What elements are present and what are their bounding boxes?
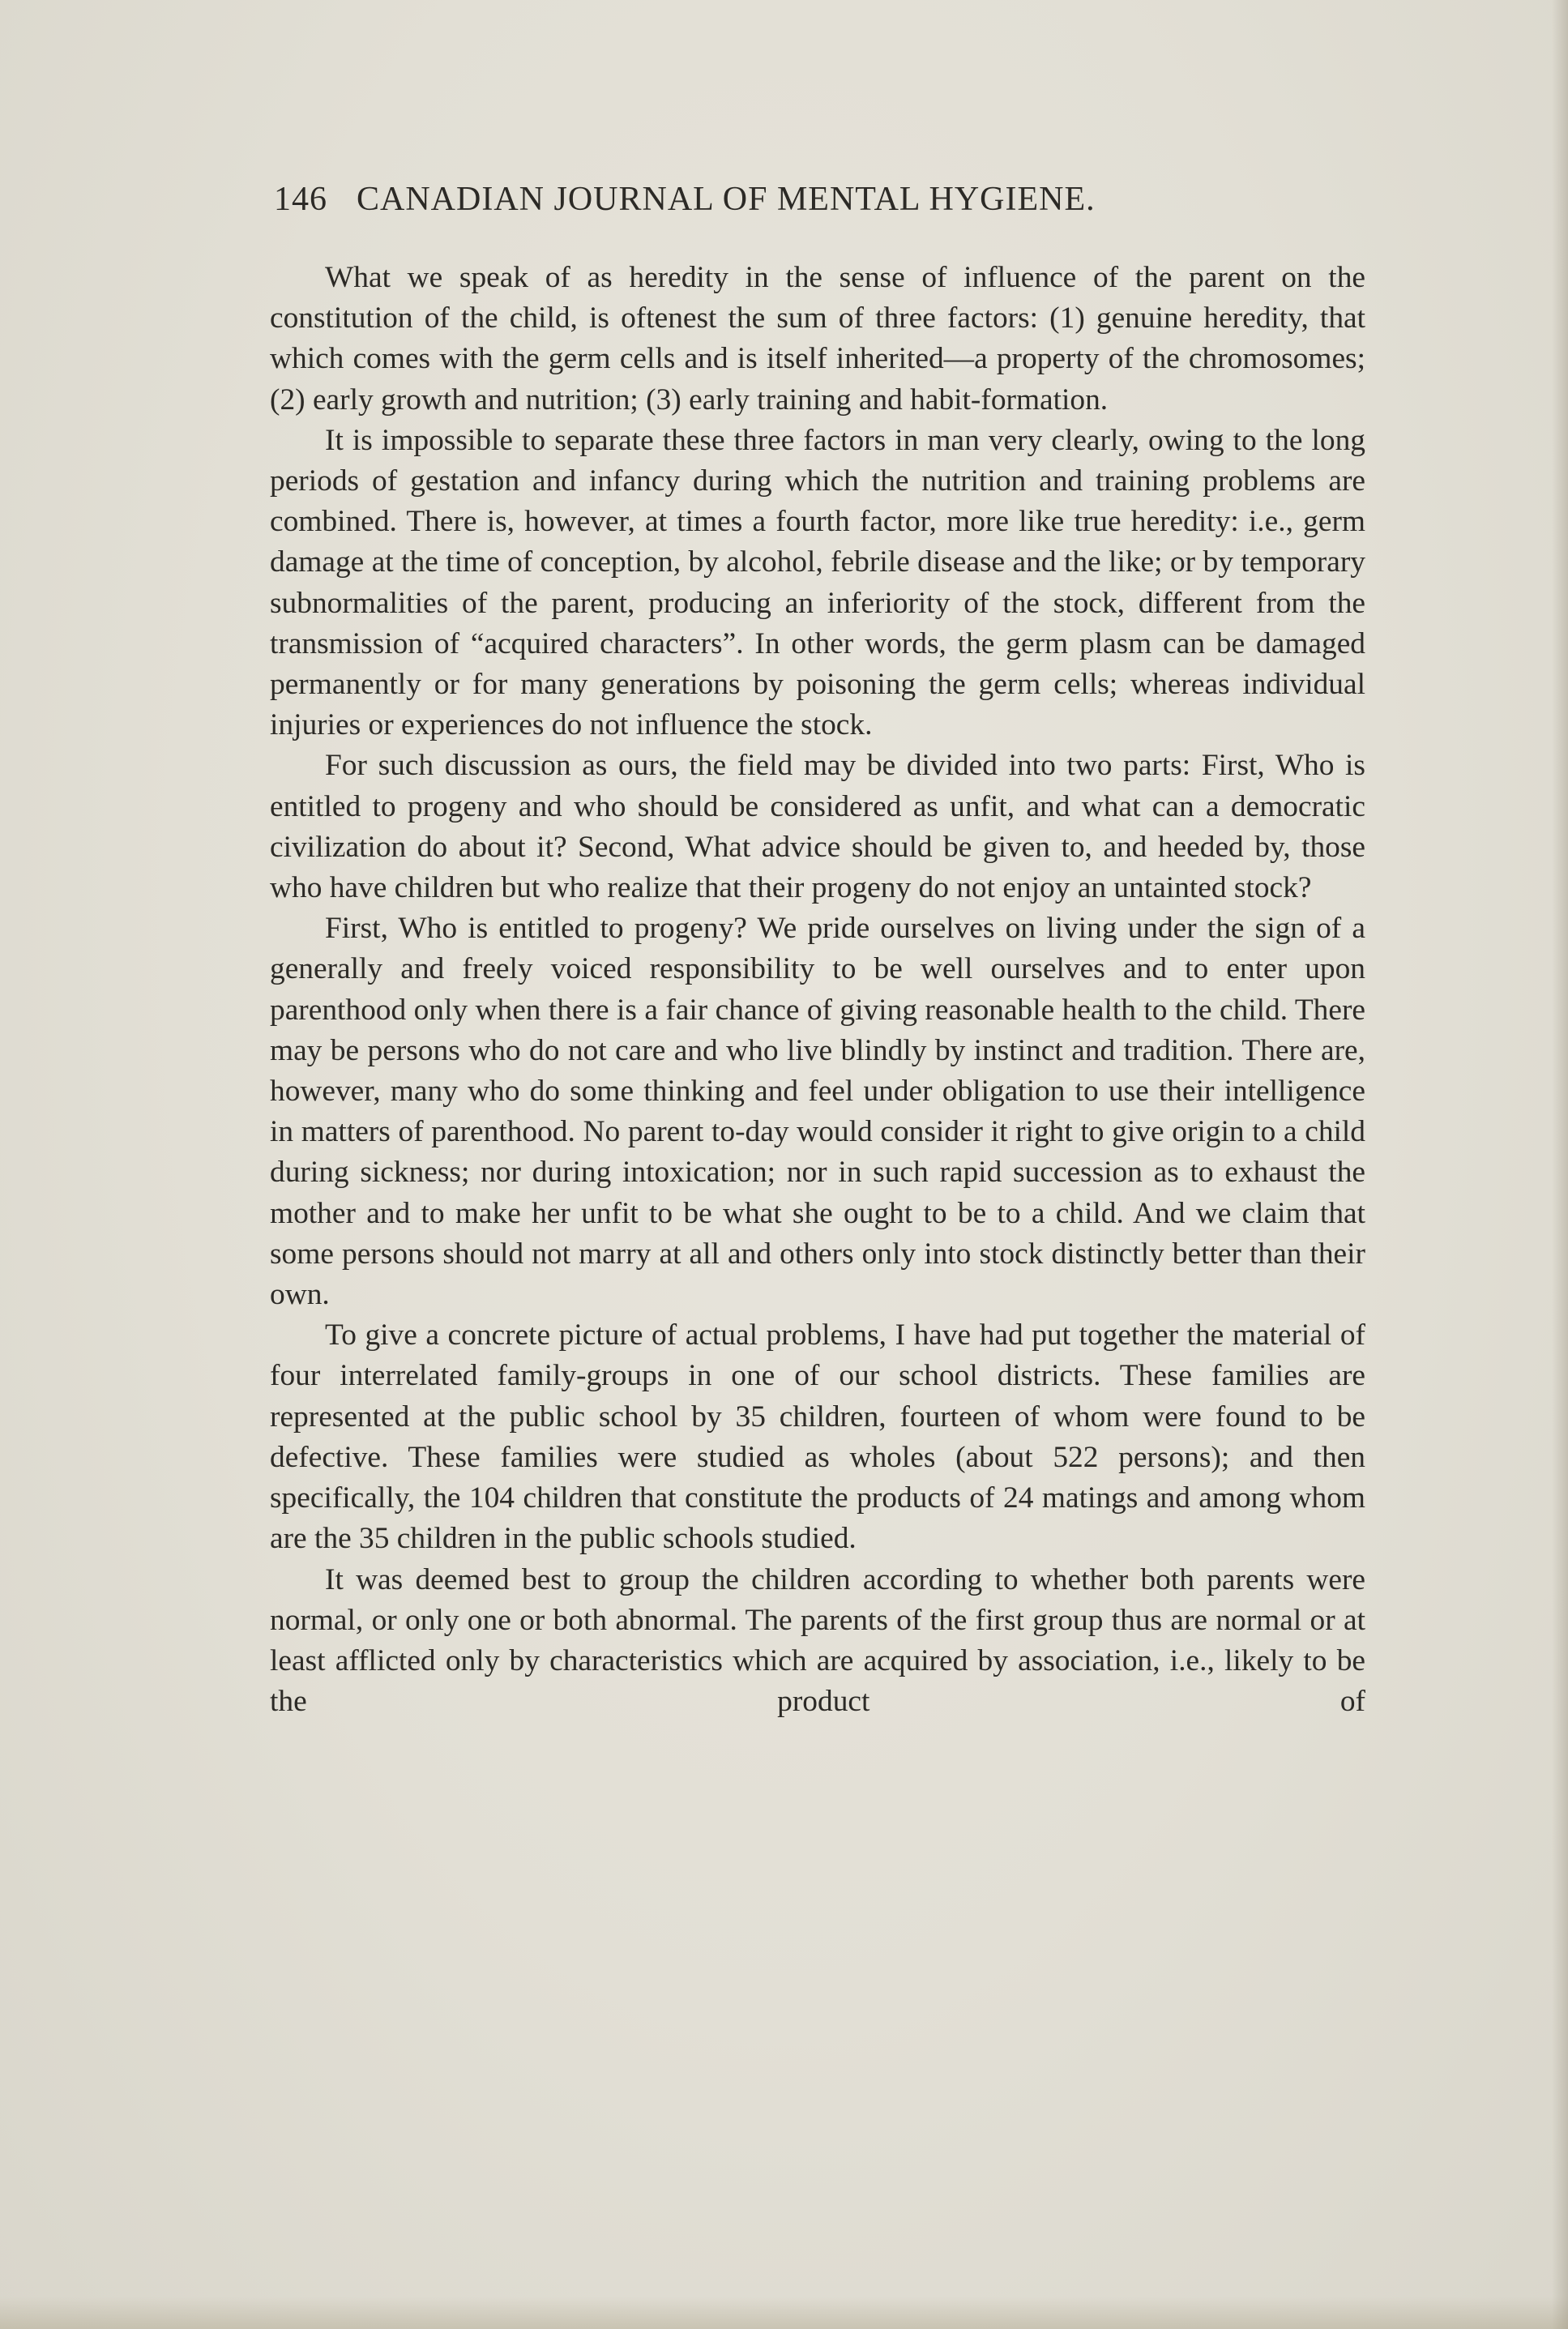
paragraph: What we speak of as heredity in the sense of influence of the parent on the constitution of the child, is oftenest the sum of three factors: (1) genuine heredity, that which comes with the germ cells and is itself inherited—a property of the chromosomes; (2) early growth and nutrition; (3) early training and habit-formation. (270, 261, 1365, 417)
paragraph: First, Who is entitled to progeny? We pride ourselves on living under the sign of a generally and freely voiced responsibility to be well ourselves and to enter upon parenthood only when there is a fair chance of giving reasonable health to the child. There may be persons who do not care and who live blindly by instinct and tradition. There are, however, many who do some thinking and feel under obligation to use their intelligence in matters of parenthood. No parent to-day would consider it right to give origin to a child during sickness; nor during intoxication; nor in such rapid succession as to exhaust the mother and to make her unfit to be what she ought to be to a child. And we claim that some persons should not marry at all and others only into stock distinctly better than their own. (270, 912, 1365, 1312)
paragraph: It was deemed best to group the children according to whether both parents were normal, or only one or both abnormal. The parents of the first group thus are normal or at least afflicted only by characteristics which are acquired by association, i.e., likely to be the product of (270, 1562, 1365, 1719)
page-edge-shadow (1552, 0, 1568, 2329)
body-text (270, 258, 1365, 1722)
page-number: 146 (274, 181, 327, 218)
page-bottom-shadow (0, 2297, 1568, 2329)
paragraph: It is impossible to separate these three factors in man very clearly, owing to the long periods of gestation and infancy during which the nutrition and training problems are combined. There is, however, at times a fourth factor, more like true heredity: i.e., germ damage at the time of conception, by alcohol, febrile disease and the like; or by temporary subnormalities of the parent, producing an inferiority of the stock, different from the transmission of “acquired characters”. In other words, the germ plasm can be damaged permanently or for many generations by poisoning the germ cells; whereas individual injuries or experiences do not influence the stock. (270, 423, 1365, 742)
paragraph: To give a concrete picture of actual problems, I have had put together the material of four interrelated family-groups in one of our school districts. These families are represented at the public school by 35 children, fourteen of whom were found to be defective. These families were studied as wholes (about 522 persons); and then specifically, the 104 children that constitute the products of 24 matings and among whom are the 35 children in the public schools studied. (270, 1318, 1365, 1556)
running-header (274, 180, 1376, 219)
paragraph: For such discussion as ours, the field may be divided into two parts: First, Who is entitled to progeny and who should be considered as unfit, and what can a democratic civilization do about it? Second, What advice should be given to, and heeded by, those who have children but who realize that their progeny do not enjoy an untainted stock? (270, 749, 1365, 905)
journal-title: CANADIAN JOURNAL OF MENTAL HYGIENE. (357, 181, 1096, 218)
